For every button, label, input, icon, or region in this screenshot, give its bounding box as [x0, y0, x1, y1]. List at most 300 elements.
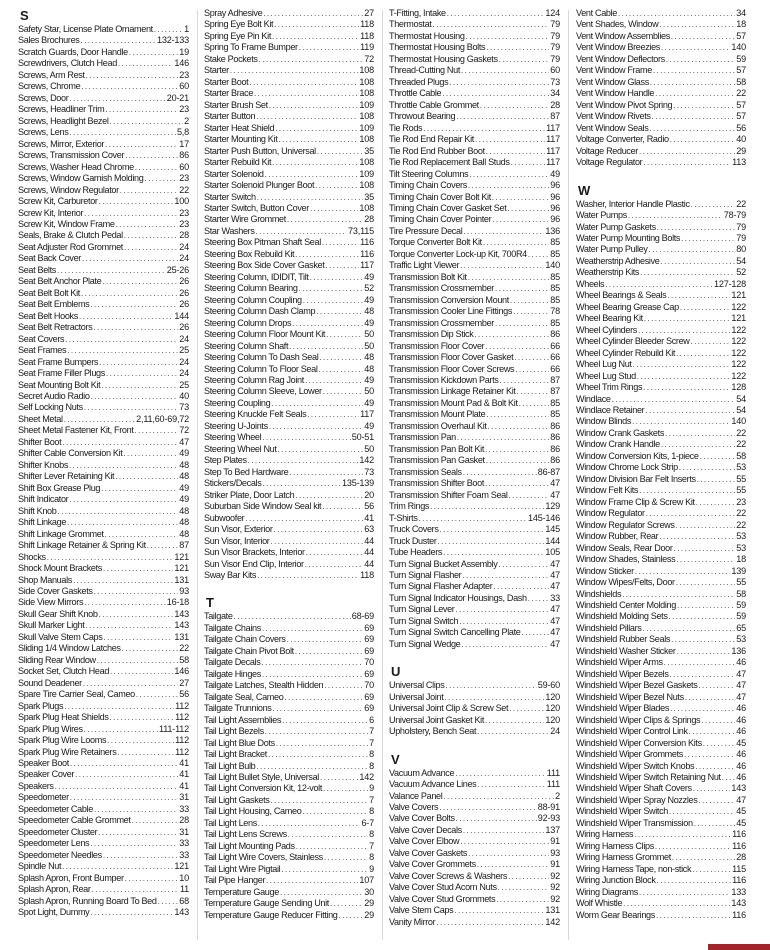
index-entry — [389, 386, 560, 397]
entry-page-number: 47 — [736, 794, 746, 805]
entry-page-number: 26 — [179, 287, 189, 298]
index-entry — [389, 88, 560, 99]
entry-page-number: 86 — [550, 455, 560, 466]
entry-name: Steering Box Rebuild Kit — [204, 248, 295, 259]
entry-name: Tie Rod End Rubber Boot — [389, 145, 485, 156]
entry-page-number: 91 — [550, 859, 560, 870]
index-entry — [204, 864, 374, 875]
entry-name: Starter Button — [204, 111, 256, 122]
index-entry — [389, 249, 560, 260]
entry-page-number: 47 — [550, 638, 560, 649]
entry-page-number: 34 — [736, 8, 746, 18]
entry-name: Tailgate Decals — [204, 657, 261, 668]
entry-page-number: 121 — [731, 290, 746, 301]
entry-name: Water Pump Pulley — [576, 244, 648, 255]
dot-leader — [443, 791, 554, 802]
dot-leader — [259, 54, 364, 65]
entry-name: Weatherstrip Kits — [576, 267, 640, 278]
entry-name: Seat Belt Hooks — [18, 310, 78, 321]
index-entry — [204, 421, 374, 432]
dot-leader — [310, 272, 364, 283]
index-entry — [576, 543, 746, 554]
entry-page-number: 19 — [179, 46, 189, 57]
entry-name: Tie Rod End Repair Kit — [389, 134, 474, 145]
section-letter-heading: V — [391, 751, 400, 767]
dot-leader — [322, 501, 363, 512]
section-letter-heading: W — [578, 182, 591, 198]
index-entry — [389, 54, 560, 65]
dot-leader — [442, 88, 549, 99]
entry-name: Turn Signal Lever — [389, 604, 455, 615]
entry-name: Shock Mount Brackets — [18, 563, 102, 574]
dot-leader — [262, 669, 363, 680]
dot-leader — [511, 157, 546, 168]
entry-name: Speedometer Cable Grommet — [18, 815, 131, 826]
index-entry — [204, 123, 374, 134]
entry-page-number: 49 — [179, 494, 189, 505]
entry-name: Splash Apron, Front Bumper — [18, 872, 124, 883]
index-entry — [576, 749, 746, 760]
dot-leader — [319, 364, 364, 375]
dot-leader — [466, 31, 550, 42]
index-entry — [18, 253, 189, 264]
entry-name: Steering Box Side Cover Gasket — [204, 260, 325, 271]
entry-page-number: 28 — [179, 230, 189, 241]
index-entry — [18, 517, 189, 528]
entry-page-number: 31 — [179, 826, 189, 837]
entry-name: Valve Cover Stud Acorn Nuts — [389, 882, 497, 893]
index-entry — [18, 827, 189, 838]
entry-page-number: 53 — [736, 542, 746, 553]
entry-name: Window Conversion Kits, 1-piece — [576, 450, 699, 461]
dot-leader — [273, 703, 364, 714]
entry-page-number: 26 — [179, 276, 189, 287]
index-entry — [204, 65, 374, 76]
entry-page-number: 140 — [731, 416, 746, 427]
index-entry — [204, 77, 374, 88]
entry-page-number: 109 — [359, 122, 374, 133]
entry-page-number: 115 — [732, 863, 746, 874]
entry-page-number: 47 — [550, 615, 560, 626]
dot-leader — [94, 804, 178, 815]
section-letter-heading: T — [206, 595, 214, 611]
dot-leader — [262, 478, 341, 489]
entry-page-number: 116 — [732, 840, 746, 851]
dot-leader — [118, 58, 174, 69]
dot-leader — [83, 678, 178, 689]
entry-name: Screws, Arm Rest — [18, 69, 85, 80]
entry-name: Window Regulator Screws — [576, 519, 675, 530]
entry-page-number: 29 — [364, 909, 374, 920]
index-entry — [576, 302, 746, 313]
entry-page-number: 124 — [545, 8, 560, 18]
entry-page-number: 46 — [736, 760, 746, 771]
column-divider — [568, 10, 569, 940]
dot-leader — [463, 467, 537, 478]
entry-name: Wiring Junction Block — [576, 875, 656, 886]
entry-name: Striker Plate, Door Latch — [204, 489, 295, 500]
index-entry — [204, 513, 374, 524]
dot-leader — [499, 375, 549, 386]
dot-leader — [125, 873, 179, 884]
entry-page-number: 145-146 — [528, 512, 560, 523]
entry-page-number: 57 — [736, 111, 746, 122]
index-entry — [576, 623, 746, 634]
entry-name: Timing Chain Cover Gasket Set — [389, 202, 507, 213]
index-entry — [389, 836, 560, 847]
index-entry — [389, 779, 560, 790]
entry-name: Transmission Crossmember — [389, 283, 494, 294]
index-entry — [576, 738, 746, 749]
entry-name: Spare Tire Carrier Seal, Cameo — [18, 689, 135, 700]
entry-page-number: 112 — [175, 735, 189, 746]
index-entry — [204, 386, 374, 397]
index-entry — [389, 726, 560, 737]
entry-page-number: 85 — [550, 248, 560, 259]
entry-page-number: 121 — [174, 551, 189, 562]
entry-name: Vent Window Breezies — [576, 42, 660, 53]
dot-leader — [480, 100, 549, 111]
entry-name: Sun Visor, Exterior — [204, 524, 273, 535]
entry-page-number: 49 — [364, 397, 374, 408]
entry-name: Starter Heat Shield — [204, 122, 275, 133]
entry-name: Trim Rings — [389, 501, 430, 512]
entry-page-number: 22 — [736, 508, 746, 519]
entry-page-number: 96 — [550, 191, 560, 202]
entry-name: Tailgate Chain Pivot Bolt — [204, 645, 294, 656]
index-entry — [576, 508, 746, 519]
entry-name: Tail Light Wire Pigtail — [204, 863, 281, 874]
index-entry — [389, 871, 560, 882]
index-entry — [18, 735, 189, 746]
dot-leader — [618, 8, 735, 19]
entry-name: Vent Window Deflectors — [576, 53, 665, 64]
dot-leader — [256, 761, 368, 772]
entry-page-number: 69 — [364, 634, 374, 645]
entry-name: Seat Mounting Bolt Kit — [18, 379, 101, 390]
entry-page-number: 44 — [364, 558, 374, 569]
entry-name: Sound Deadener — [18, 677, 82, 688]
dot-leader — [513, 306, 549, 317]
entry-name: Wiring Diagrams — [576, 886, 638, 897]
index-entry — [389, 226, 560, 237]
entry-name: Side Cover Gaskets — [18, 585, 93, 596]
index-entry — [18, 380, 189, 391]
index-entry — [576, 875, 746, 886]
index-entry — [204, 795, 374, 806]
index-entry — [204, 306, 374, 317]
entry-page-number: 66 — [550, 352, 560, 363]
index-entry — [576, 54, 746, 65]
index-entry — [18, 81, 189, 92]
index-entry — [18, 116, 189, 127]
index-entry — [389, 639, 560, 650]
dot-leader — [65, 334, 178, 345]
index-entry — [576, 692, 746, 703]
entry-page-number: 108 — [359, 65, 374, 76]
dot-leader — [661, 42, 730, 53]
entry-page-number: 122 — [731, 336, 746, 347]
entry-name: Vent Window Frame — [576, 65, 652, 76]
index-entry — [576, 829, 746, 840]
entry-page-number: 23 — [179, 173, 189, 184]
entry-name: Truck Covers — [389, 524, 439, 535]
entry-page-number: 41 — [179, 769, 189, 780]
dot-leader — [423, 123, 545, 134]
index-entry — [18, 276, 189, 287]
entry-page-number: 48 — [364, 363, 374, 374]
index-entry — [18, 173, 189, 184]
dot-leader — [64, 414, 135, 425]
entry-page-number: 133 — [731, 886, 746, 897]
entry-page-number: 8 — [369, 749, 374, 760]
entry-name: Wheel Lug Nut — [576, 359, 632, 370]
dot-leader — [697, 474, 736, 485]
entry-name: Tailgate Hinges — [204, 668, 261, 679]
dot-leader — [635, 566, 731, 577]
dot-leader — [315, 180, 358, 191]
dot-leader — [493, 581, 549, 592]
entry-name: Skull Marker Light — [18, 620, 85, 631]
entry-name: Tail Light Bulb — [204, 760, 256, 771]
entry-page-number: 111-112 — [159, 723, 189, 734]
dot-leader — [62, 437, 178, 448]
index-entry — [389, 111, 560, 122]
index-entry — [389, 65, 560, 76]
entry-name: Steering U-Joints — [204, 420, 268, 431]
index-entry — [389, 917, 560, 928]
index-entry — [18, 896, 189, 907]
entry-name: Windshield Wiper Bezel Gaskets — [576, 680, 698, 691]
index-entry — [576, 348, 746, 359]
entry-page-number: 92 — [550, 893, 560, 904]
entry-page-number: 33 — [179, 849, 189, 860]
index-entry — [576, 852, 746, 863]
dot-leader — [249, 77, 358, 88]
entry-name: Sales Brochures — [18, 35, 80, 46]
index-entry — [576, 279, 746, 290]
entry-name: Shift Knob — [18, 505, 57, 516]
entry-name: Turn Signal Flasher — [389, 569, 462, 580]
entry-page-number: 57 — [736, 65, 746, 76]
index-entry — [18, 58, 189, 69]
entry-page-number: 122 — [731, 370, 746, 381]
index-entry — [204, 180, 374, 191]
entry-name: Shift Box Grease Plug — [18, 482, 101, 493]
entry-page-number: 46 — [736, 657, 746, 668]
dot-leader — [266, 875, 358, 886]
entry-name: Window Frame Clip & Screw Kit — [576, 496, 695, 507]
entry-page-number: 23 — [179, 69, 189, 80]
entry-name: Wiring Harness Grommet — [576, 852, 671, 863]
index-entry — [576, 462, 746, 473]
dot-leader — [460, 260, 544, 271]
entry-name: Tailgate — [204, 611, 233, 622]
entry-name: Tailgate Trunnions — [204, 703, 272, 714]
column-divider — [382, 10, 383, 940]
dot-leader — [672, 852, 735, 863]
index-entry — [18, 540, 189, 551]
entry-page-number: 55 — [736, 473, 746, 484]
index-entry — [389, 375, 560, 386]
entry-name: Tail Light Lens — [204, 817, 257, 828]
index-entry — [204, 42, 374, 53]
entry-name: Spray Adhesive — [204, 8, 263, 18]
entry-page-number: 53 — [736, 531, 746, 542]
entry-page-number: 48 — [364, 352, 374, 363]
entry-name: Splash Apron, Running Board To Bed — [18, 895, 157, 906]
index-entry — [204, 536, 374, 547]
entry-page-number: 27 — [364, 8, 374, 18]
dot-leader — [642, 623, 735, 634]
index-entry — [389, 180, 560, 191]
dot-leader — [316, 306, 363, 317]
entry-name: Vent Window Glass — [576, 76, 649, 87]
entry-page-number: 33 — [550, 592, 560, 603]
dot-leader — [644, 313, 731, 324]
entry-name: Shift Indicator — [18, 494, 69, 505]
dot-leader — [703, 738, 736, 749]
entry-page-number: 40 — [736, 134, 746, 145]
index-entry — [18, 448, 189, 459]
entry-name: Transmission Pan Gasket — [389, 455, 485, 466]
index-entry — [18, 104, 189, 115]
dot-leader — [623, 898, 730, 909]
dot-leader — [486, 455, 550, 466]
dot-leader — [669, 611, 736, 622]
index-entry — [576, 577, 746, 588]
entry-name: Starter Brush Set — [204, 99, 268, 110]
index-entry — [389, 859, 560, 870]
index-entry — [576, 634, 746, 645]
entry-page-number: 108 — [359, 111, 374, 122]
entry-name: Window Shades, Stainless — [576, 554, 676, 565]
index-entry — [389, 237, 560, 248]
index-entry — [204, 111, 374, 122]
index-entry — [18, 150, 189, 161]
entry-name: Wheel Bearings & Seals — [576, 290, 667, 301]
index-entry — [576, 772, 746, 783]
index-entry — [204, 364, 374, 375]
dot-leader — [256, 226, 348, 237]
entry-page-number: 50 — [364, 386, 374, 397]
index-entry — [18, 701, 189, 712]
entry-page-number: 45 — [736, 817, 746, 828]
entry-page-number: 143 — [174, 608, 189, 619]
index-entry — [18, 368, 189, 379]
entry-name: Sun Visor Brackets, Interior — [204, 547, 305, 558]
entry-page-number: 80 — [736, 244, 746, 255]
entry-name: Windlace — [576, 393, 611, 404]
index-entry — [389, 768, 560, 779]
entry-name: Stickers/Decals — [204, 478, 262, 489]
index-entry — [18, 162, 189, 173]
entry-page-number: 44 — [364, 535, 374, 546]
column-divider — [197, 10, 198, 940]
dot-leader — [485, 444, 549, 455]
dot-leader — [154, 24, 183, 35]
index-entry — [389, 802, 560, 813]
dot-leader — [67, 517, 178, 528]
index-entry — [389, 490, 560, 501]
dot-leader — [488, 421, 550, 432]
entry-page-number: 131 — [545, 905, 560, 916]
entry-page-number: 35 — [364, 145, 374, 156]
dot-leader — [70, 792, 179, 803]
dot-leader — [69, 494, 178, 505]
entry-name: Windshield Wiper Blades — [576, 703, 670, 714]
dot-leader — [459, 616, 549, 627]
entry-name: Valve Cover Grommets — [389, 859, 476, 870]
entry-name: Windshield Wiper Bezel Nuts — [576, 691, 684, 702]
index-entry — [204, 547, 374, 558]
dot-leader — [660, 256, 735, 267]
dot-leader — [299, 283, 364, 294]
dot-leader — [271, 398, 363, 409]
entry-name: Screw Kit, Carburetor — [18, 196, 98, 207]
dot-leader — [646, 508, 736, 519]
index-entry — [576, 761, 746, 772]
index-entry — [18, 620, 189, 631]
entry-name: Transmission Pan Bolt Kit — [389, 443, 485, 454]
dot-leader — [477, 726, 549, 737]
dot-leader — [439, 802, 537, 813]
dot-leader — [468, 180, 549, 191]
index-entry — [204, 761, 374, 772]
dot-leader — [696, 497, 736, 508]
entry-name: Temperature Gauge Reducer Fitting — [204, 909, 338, 920]
dot-leader — [94, 586, 179, 597]
entry-page-number: 72 — [364, 53, 374, 64]
entry-page-number: 121 — [731, 313, 746, 324]
entry-page-number: 53 — [736, 462, 746, 473]
entry-page-number: 73 — [364, 466, 374, 477]
entry-name: Splash Apron, Rear — [18, 884, 91, 895]
dot-leader — [262, 623, 363, 634]
index-entry — [389, 467, 560, 478]
entry-name: Tie Rods — [389, 122, 423, 133]
dot-leader — [495, 318, 549, 329]
index-entry — [576, 864, 746, 875]
index-entry — [18, 563, 189, 574]
entry-name: Windshield Wiper Clips & Springs — [576, 714, 701, 725]
dot-leader — [519, 398, 550, 409]
dot-leader — [124, 230, 178, 241]
dot-leader — [103, 632, 173, 643]
dot-leader — [659, 19, 735, 30]
dot-leader — [445, 680, 536, 691]
index-entry — [389, 8, 560, 19]
entry-name: Worm Gear Bearings — [576, 909, 655, 920]
index-entry — [204, 409, 374, 420]
entry-page-number: 46 — [736, 772, 746, 782]
dot-leader — [84, 597, 166, 608]
entry-page-number: 20 — [364, 489, 374, 500]
entry-page-number: 54 — [736, 393, 746, 404]
entry-name: Vent Cable — [576, 8, 617, 18]
entry-page-number: 112 — [175, 700, 189, 711]
entry-page-number: 117 — [546, 145, 560, 156]
index-entry — [204, 749, 374, 760]
entry-name: Seat Frame Filler Plugs — [18, 368, 105, 379]
index-entry — [576, 65, 746, 76]
entry-name: Socket Set, Clutch Head — [18, 666, 110, 677]
dot-leader — [82, 253, 178, 264]
index-entry — [389, 894, 560, 905]
entry-name: Step To Bed Hardware — [204, 466, 289, 477]
entry-page-number: 86-87 — [537, 466, 560, 477]
dot-leader — [455, 768, 546, 779]
